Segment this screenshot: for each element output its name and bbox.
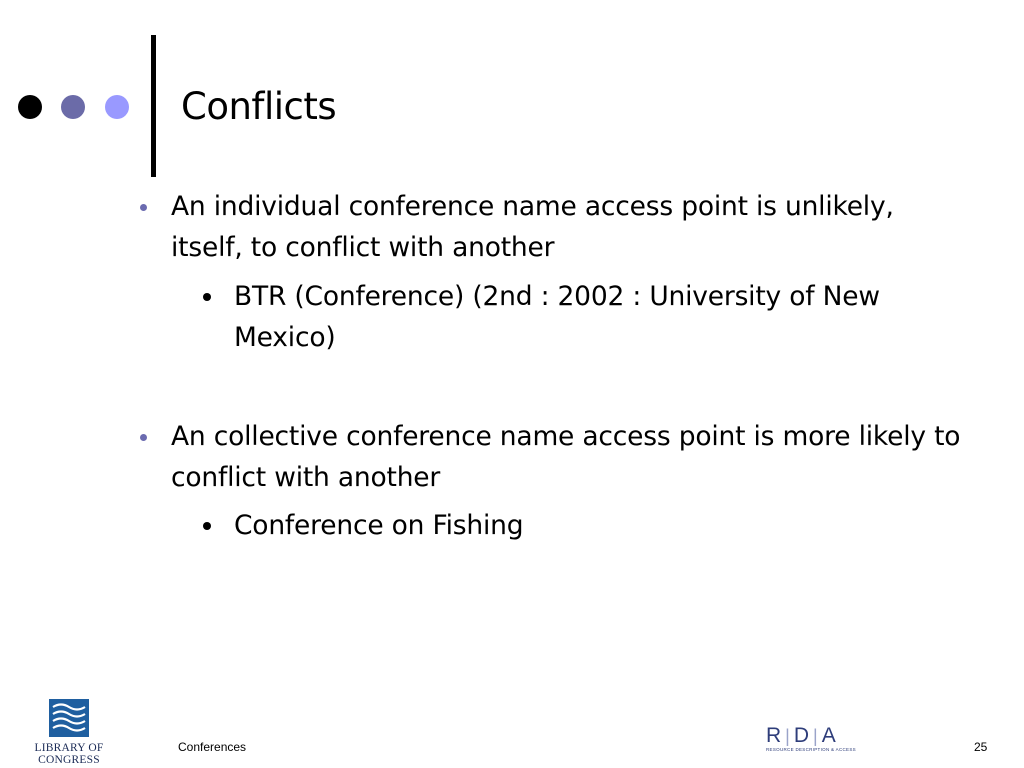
library-of-congress-book-icon — [47, 697, 91, 739]
rda-letters — [766, 725, 864, 747]
rda-letter-a: A — [821, 724, 837, 747]
rda-tagline: RESOURCE DESCRIPTION & ACCESS — [766, 747, 856, 752]
bullet-item-2: An collective conference name access point is more likely to conflict with another — [171, 421, 961, 493]
slide-title: Conflicts — [181, 85, 337, 128]
sub-bullet-item-1: BTR (Conference) (2nd : 2002 : University of New Mexico) — [234, 281, 880, 353]
sub-bullet-marker-2 — [203, 522, 211, 530]
loc-wordmark-line-1: LIBRARY OF — [34, 742, 104, 754]
rda-separator: | — [813, 726, 819, 746]
library-of-congress-wordmark — [30, 742, 108, 766]
bullet-marker-1 — [140, 204, 147, 211]
rda-logo — [766, 725, 864, 755]
sub-bullet-item-2: Conference on Fishing — [234, 510, 524, 541]
rda-separator: | — [785, 726, 791, 746]
bullet-marker-2 — [140, 434, 147, 441]
footer-section-label: Conferences — [178, 740, 247, 754]
rda-letter-d: D — [793, 724, 811, 747]
loc-wordmark-line-2: CONGRESS — [38, 754, 100, 766]
sub-bullet-marker-1 — [203, 293, 211, 301]
library-of-congress-logo — [30, 697, 108, 765]
rda-letter-r: R — [766, 724, 783, 747]
bullet-item-1: An individual conference name access point is unlikely, itself, to conflict with another — [171, 191, 894, 263]
slide-number: 25 — [974, 740, 988, 754]
